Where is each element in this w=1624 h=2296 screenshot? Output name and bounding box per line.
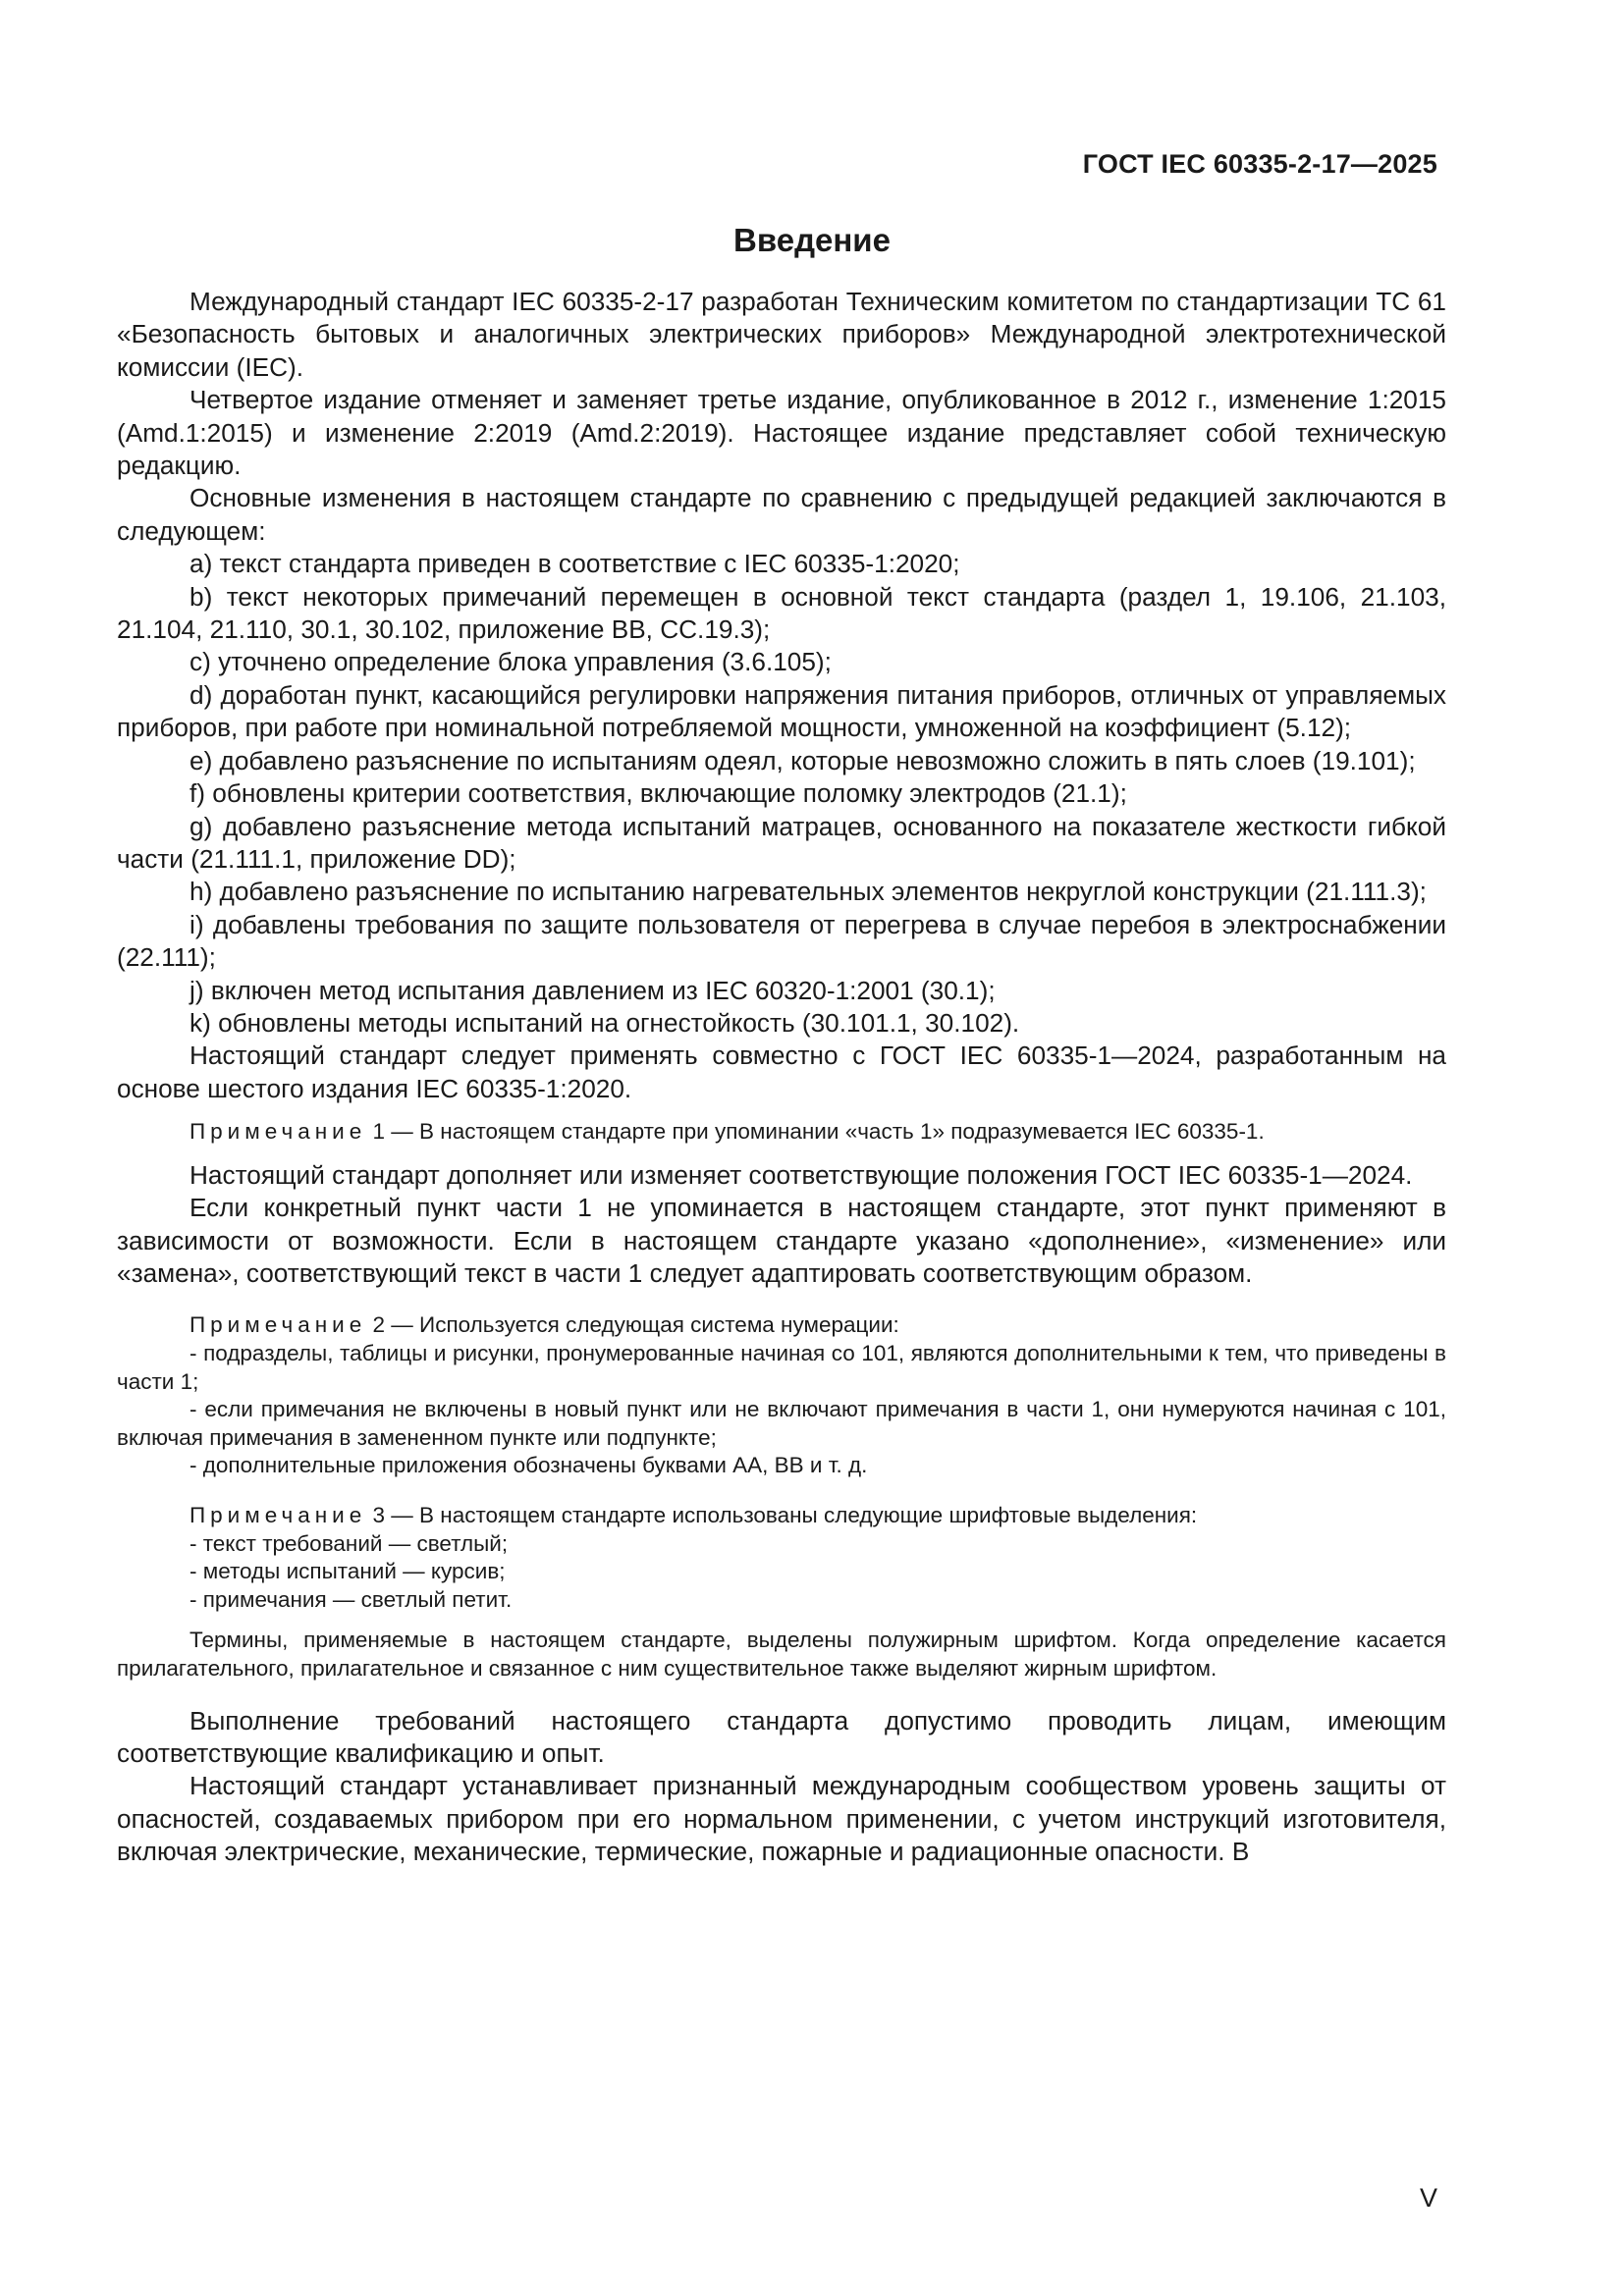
paragraph: Международный стандарт IEC 60335-2-17 разработан Техническим комитетом по стандартизации TC 61 «Безопасность бытовых и аналогичных электрических приборов» Международной электротехнической комиссии (IEC). <box>117 287 1446 382</box>
paragraph: Основные изменения в настоящем стандарте по сравнению с предыдущей редакцией заключаются в следующем: <box>117 483 1446 546</box>
terms-note: Термины, применяемые в настоящем стандарте, выделены полужирным шрифтом. Когда определение касается прилагательного, прилагательное и связанное с ним существительное также выделяют жирным шрифтом. <box>117 1628 1446 1681</box>
note-3 <box>117 1502 1446 1683</box>
list-item-change: g) добавлено разъяснение метода испытаний матрацев, основанного на показателе жесткости гибкой части (21.111.1, приложение DD); <box>117 811 1446 874</box>
note-list-item: - примечания — светлый петит. <box>189 1586 513 1612</box>
list-item-change: c) уточнено определение блока управления (3.6.105); <box>189 647 832 677</box>
list-item-change: k) обновлены методы испытаний на огнестойкость (30.101.1, 30.102). <box>189 1007 1020 1038</box>
note-text: — В настоящем стандарте при упоминании «часть 1» подразумевается IEC 60335-1. <box>391 1119 1265 1145</box>
paragraph: Настоящий стандарт следует применять совместно с ГОСТ IEC 60335-1—2024, разработанным на основе шестого издания IEC 60335-1:2020. <box>117 1041 1446 1103</box>
section-title: Введение <box>733 222 891 258</box>
note-2 <box>117 1311 1446 1480</box>
note-list-item: - подразделы, таблицы и рисунки, пронумерованные начиная со 101, являются дополнительными к тем, что приведены в части 1; <box>117 1340 1446 1394</box>
list-item-change: i) добавлены требования по защите пользователя от перегрева в случае перебоя в электроснабжении (22.111); <box>117 909 1446 973</box>
note-number: 2 <box>372 1312 386 1338</box>
note-label: Примечание <box>189 1119 367 1145</box>
note-number: 3 <box>372 1502 386 1527</box>
note-1 <box>117 1118 1446 1147</box>
paragraph: Если конкретный пункт части 1 не упоминается в настоящем стандарте, этот пункт применяют в зависимости от возможности. Если в настоящем стандарте указано «дополнение», «изменение» или «замена», соответствующий текст в части 1 следует адаптировать соответствующим образом. <box>117 1193 1446 1288</box>
document-body <box>117 286 1446 1869</box>
note-text: — Используется следующая система нумерации: <box>391 1312 899 1338</box>
list-item-change: f) обновлены критерии соответствия, включающие поломку электродов (21.1); <box>189 778 1127 809</box>
note-list-item: - текст требований — светлый; <box>189 1530 509 1556</box>
paragraph: Четвертое издание отменяет и заменяет третье издание, опубликованное в 2012 г., изменение 1:2015 (Amd.1:2015) и изменение 2:2019 (Amd.2:2019). Настоящее издание представляет собой техническую редакцию. <box>117 385 1446 481</box>
list-item-change: h) добавлено разъяснение по испытанию нагревательных элементов некруглой конструкции (21.111.3); <box>189 877 1427 907</box>
list-item-change: e) добавлено разъяснение по испытаниям одеял, которые невозможно сложить в пять слоев (19.101); <box>189 745 1416 775</box>
list-item-change: d) доработан пункт, касающийся регулировки напряжения питания приборов, отличных от управляемых приборов, при работе при номинальной потребляемой мощности, умноженной на коэффициент (5.12); <box>117 679 1446 743</box>
paragraph: Настоящий стандарт дополняет или изменяет соответствующие положения ГОСТ IEC 60335-1—2024. <box>189 1159 1413 1190</box>
note-label: Примечание <box>189 1502 367 1527</box>
note-label: Примечание <box>189 1312 367 1338</box>
list-item-change: a) текст стандарта приведен в соответствие с IEC 60335-1:2020; <box>189 549 960 579</box>
note-list-item: - методы испытаний — курсив; <box>189 1559 506 1584</box>
note-list-item: - если примечания не включены в новый пункт или не включают примечания в части 1, они нумеруются начиная с 101, включая примечания в замененном пункте или подпункте; <box>117 1397 1446 1450</box>
paragraph: Выполнение требований настоящего стандарта допустимо проводить лицам, имеющим соответствующие квалификацию и опыт. <box>117 1705 1446 1768</box>
page-number: V <box>1419 2183 1437 2213</box>
paragraph: Настоящий стандарт устанавливает признанный международным сообществом уровень защиты от опасностей, создаваемых прибором при его нормальном применении, с учетом инструкций изготовителя, включая электрические, механические, термические, пожарные и радиационные опасности. В <box>117 1771 1446 1867</box>
note-text: — В настоящем стандарте использованы следующие шрифтовые выделения: <box>391 1502 1198 1527</box>
standard-code: ГОСТ IEC 60335-2-17—2025 <box>1082 149 1437 179</box>
list-item-change: j) включен метод испытания давлением из IEC 60320-1:2001 (30.1); <box>189 975 996 1005</box>
note-list-item: - дополнительные приложения обозначены буквами AA, BB и т. д. <box>189 1453 868 1478</box>
note-number: 1 <box>372 1119 386 1145</box>
list-item-change: b) текст некоторых примечаний перемещен в основной текст стандарта (раздел 1, 19.106, 21.103, 21.104, 21.110, 30.1, 30.102, приложение BB, CC.19.3); <box>117 581 1446 645</box>
